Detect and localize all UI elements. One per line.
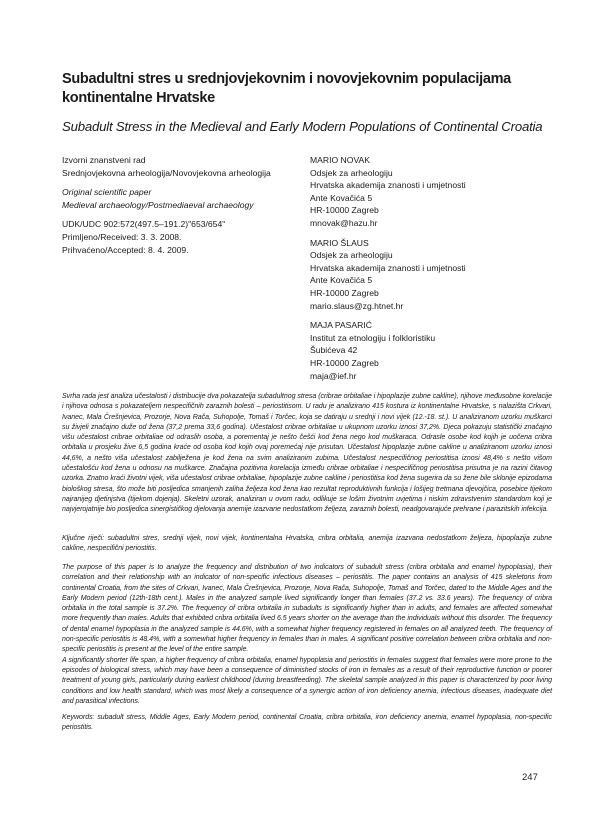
author-address: Šubićeva 42 <box>310 345 358 356</box>
abstract-en <box>62 563 552 707</box>
author-affiliation: Hrvatska akademija znanosti i umjetnosti <box>310 262 466 273</box>
author-address: Ante Kovačića 5 <box>310 192 373 203</box>
author-list <box>310 154 550 389</box>
field-hr: Srednjovjekovna arheologija/Novovjekovna arheologija <box>62 167 271 178</box>
author-block <box>310 319 550 382</box>
abstract-en-paragraph: The purpose of this paper is to analyze the frequency and distribution of two indicators of subadult stress (cribra orbitalia and enamel hypoplasia), their correlation and their relationship with an indicator of non-specific infectious diseases – periostitis. The paper contains an analysis of 415 skeletons from continental Croatia, from the sites of Crkvari, Ivanec, Mala Črešnjevica, Prozorje, Nova Rača, Suhopolje, Tomaš and Torčec, dated to the Middle Ages and the Early Modern period (12th-18th cent.). Males in the analyzed sample lived significantly longer than females (37.2 vs. 33.6 years). The frequency of cribra orbitalia in the total sample is 37.2%. The frequency of cribra orbitalia in subadults is significantly higher than in adults, and females are affected somewhat more frequently than males. Adults that exhibited cribra orbitalia lived 6.5 years shorter on the average than the individuals without this disorder. The frequency of dental enamel hypoplasia in the analyzed sample is 44.6%, with a somewhat higher frequency registered in females on all analyzed teeth. The frequency of non-specific periostitis is 48.4%, with a somewhat higher frequency in females than in males. A significant positive correlation between cribra orbitalia and non-specific periostitis is present at the level of the entire sample. <box>62 564 552 654</box>
accepted-date: Prihvaćeno/Accepted: 8. 4. 2009. <box>62 244 189 255</box>
author-name: MAJA PASARIĆ <box>310 320 372 331</box>
abstract-hr: Svrha rada jest analiza učestalosti i distribucije dva pokazatelja subadultnog stresa (cribrae orbitaliae i hipoplazije zubne cakline), njihove međusobne korelacije i njihova odnosa s pokazateljem nespecifičnih zaraznih bolesti – periostitisom. U radu je analizirano 415 kostura iz kontinentalne Hrvatske, s nalazišta Crkvari, Ivanec, Mala Črešnjevica, Prozorje, Nova Rača, Suhopolje, Tomaš i Torčec, koja se datiraju u srednji i novi vijek (12.-18. st.). U analiziranom uzorku muškarci su živjeli značajno duže od žena (37,2 prema 33,6 godina). Učestalost cribrae orbitaliae u ukupnom uzorku iznosi 37,2%. Djeca pokazuju statistički značajno višu učestalost cribrae orbitaliae od odraslih osoba, a porementaj je nešto češći kod žena nego kod muškaraca. Odrasle osobe kod kojih je uočena cribra orbitalia u prosjeku žive 6,5 godina kraće od osoba kod kojih ovaj poremećaj nije prisutan. Učestalost hipoplazije zubne cakline u analiziranom uzorku iznosi 44,6%, a nešto viša učestalost zabilježena je kod žena na svim analiziranim zubima. Učestalost nespecifičnog periostitisa iznosi 48,4% s nešto višom učestalošću kod žena u odnosu na muškarce. Značajna pozitivna korelacija između cribrae orbitaliae i nespecifičnog periostitisa prisutna je na razini čitavog uzorka. Znatno kraći životni vijek, viša učestalost cribrae orbitaliae, hipoplazije zubne cakline i periostitisa kod žena sugerira da su žene bile sklonije epizodama biološkog stresa, što može biti posljedica smanjenih zaliha željeza kod žena kao rezultat reproduktivnih funkcija i lošijeg tretmana djevojčica, posebice tijekom najranijeg djetinjstva (tijekom dojenja). Skeletni uzorak, analiziran u ovom radu, odlikuje se lošim životnim uvjetima i niskim zdravstvenim standardom koji je najvjerojatnije bio posljedica sinergističkog djelovanja anemije izazvane nedostatkom željeza, zaraznih bolesti, neadgovarajuće prehrane i parazitskih infekcija. <box>62 393 552 514</box>
article-subtitle-en: Subadult Stress in the Medieval and Early Modern Populations of Continental Croatia <box>62 119 543 134</box>
author-address: Ante Kovačića 5 <box>310 275 373 286</box>
author-city: HR-10000 Zagreb <box>310 357 379 368</box>
field-en: Medieval archaeology/Postmediaeval archaeology <box>62 199 254 210</box>
author-email[interactable]: mario.slaus@zg.htnet.hr <box>310 300 404 311</box>
author-city: HR-10000 Zagreb <box>310 287 379 298</box>
author-city: HR-10000 Zagreb <box>310 205 379 216</box>
page-number: 247 <box>522 772 538 783</box>
author-email[interactable]: maja@ief.hr <box>310 370 357 381</box>
keywords-hr: Ključne riječi: subadultni stres, srednji vijek, novi vijek, kontinentalna Hrvatska, cribra orbitalia, anemija izazvana nedostatkom željeza, hipoplazija zubne cakline, nespecifični periostitis. <box>62 535 552 553</box>
paper-type-en: Original scientific paper <box>62 187 152 198</box>
received-date: Primljeno/Received: 3. 3. 2008. <box>62 231 182 242</box>
author-affiliation: Hrvatska akademija znanosti i umjetnosti <box>310 180 466 191</box>
article-metadata <box>62 154 307 256</box>
author-name: MARIO NOVAK <box>310 155 371 165</box>
author-affiliation: Odsjek za arheologiju <box>310 167 393 178</box>
article-title: Subadultni stres u srednjovjekovnim i novovjekovnim populacijama kontinentalne Hrvatske <box>62 71 511 106</box>
udc-code: UDK/UDC 902:572(497.5–191.2)"653/654" <box>62 219 226 230</box>
author-name: MARIO ŠLAUS <box>310 237 369 248</box>
author-affiliation: Odsjek za arheologiju <box>310 250 393 261</box>
keywords-en: Keywords: subadult stress, Middle Ages, Early Modern period, continental Croatia, cribra orbitalia, iron deficiency anemia, enamel hypoplasia, non-specific periostitis. <box>62 714 552 732</box>
author-block <box>310 154 550 230</box>
author-affiliation: Institut za etnologiju i folkloristiku <box>310 332 436 343</box>
author-block <box>310 237 550 313</box>
paper-type-hr: Izvorni znanstveni rad <box>62 155 146 165</box>
author-email[interactable]: mnovak@hazu.hr <box>310 217 378 228</box>
abstract-en-paragraph: A significantly shorter life span, a higher frequency of cribra orbitalia, enamel hypoplasia and periostitis in females suggest that females were more prone to the episodes of biological stress, which may have been a consequence of diminished stocks of iron in females as a result of their reproductive function or poorer treatment of young girls, particularly during earliest childhood (during breastfeeding). The skeletal sample analyzed in this paper is characterized by poor living conditions and low health standard, which was most likely a consequence of a synergic action of iron deficiency anemia, infectious diseases, inadequate diet and parasitical infections. <box>62 656 552 705</box>
